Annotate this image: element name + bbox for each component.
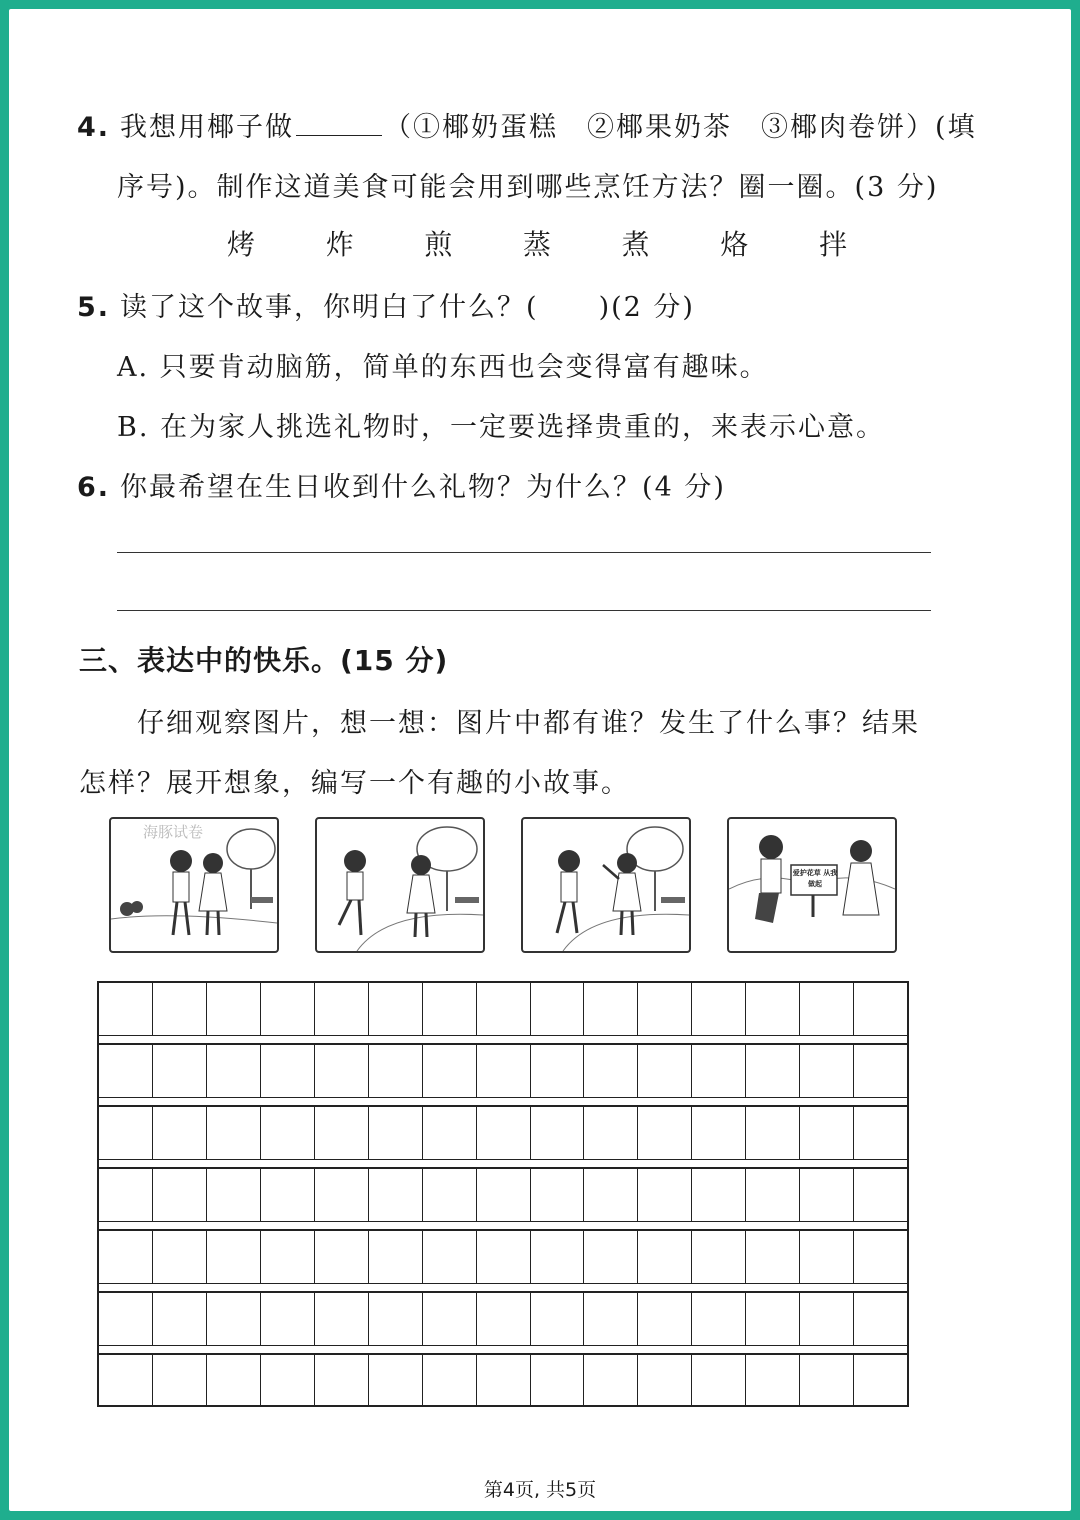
grid-cell[interactable] bbox=[369, 1293, 423, 1345]
grid-cell[interactable] bbox=[800, 1355, 854, 1405]
grid-cell[interactable] bbox=[315, 1107, 369, 1159]
grid-cell[interactable] bbox=[315, 1045, 369, 1097]
grid-cell[interactable] bbox=[638, 1107, 692, 1159]
grid-cell[interactable] bbox=[531, 1169, 585, 1221]
grid-cell[interactable] bbox=[692, 1107, 746, 1159]
method-option[interactable]: 煮 bbox=[621, 228, 650, 261]
grid-row bbox=[97, 981, 909, 1035]
grid-cell[interactable] bbox=[531, 1045, 585, 1097]
grid-cell[interactable] bbox=[153, 1045, 207, 1097]
grid-cell[interactable] bbox=[369, 1045, 423, 1097]
grid-cell[interactable] bbox=[261, 1169, 315, 1221]
grid-cell[interactable] bbox=[477, 1355, 531, 1405]
grid-row-gap bbox=[97, 1221, 909, 1229]
grid-cell[interactable] bbox=[207, 1231, 261, 1283]
grid-cell[interactable] bbox=[423, 1107, 477, 1159]
method-option[interactable]: 烤 bbox=[227, 228, 256, 261]
method-option[interactable]: 炸 bbox=[325, 228, 354, 261]
q5-option-b: B. 在为家人挑选礼物时，一定要选择贵重的，来表示心意。 bbox=[117, 412, 886, 443]
grid-row bbox=[97, 1043, 909, 1097]
grid-cell[interactable] bbox=[638, 1293, 692, 1345]
method-option[interactable]: 煎 bbox=[424, 228, 453, 261]
q5-question bbox=[77, 285, 695, 324]
grid-cell[interactable] bbox=[531, 1231, 585, 1283]
q6-answer-line-1[interactable] bbox=[117, 552, 931, 553]
method-option[interactable]: 蒸 bbox=[522, 228, 551, 261]
grid-cell[interactable] bbox=[99, 1231, 153, 1283]
grid-cell[interactable] bbox=[99, 1169, 153, 1221]
grid-cell[interactable] bbox=[800, 1293, 854, 1345]
q5-text-a: 读了这个故事，你明白了什么？( bbox=[120, 292, 539, 323]
grid-row-gap bbox=[97, 1035, 909, 1043]
sign-text: 爱护花草 从我做起 bbox=[792, 869, 838, 888]
grid-cell[interactable] bbox=[477, 1231, 531, 1283]
grid-cell[interactable] bbox=[369, 983, 423, 1035]
grid-row-gap bbox=[97, 1345, 909, 1353]
grid-cell[interactable] bbox=[369, 1231, 423, 1283]
grid-cell[interactable] bbox=[800, 1231, 854, 1283]
grid-cell[interactable] bbox=[423, 1169, 477, 1221]
grid-cell[interactable] bbox=[207, 1293, 261, 1345]
grid-cell[interactable] bbox=[584, 1107, 638, 1159]
q4-line2: 序号)。制作这道美食可能会用到哪些烹饪方法？圈一圈。(3 分) bbox=[117, 172, 939, 203]
q4-answer-blank[interactable] bbox=[296, 111, 382, 136]
grid-cell[interactable] bbox=[584, 1169, 638, 1221]
grid-cell[interactable] bbox=[477, 1293, 531, 1345]
grid-cell[interactable] bbox=[584, 1231, 638, 1283]
grid-cell[interactable] bbox=[584, 983, 638, 1035]
grid-cell[interactable] bbox=[692, 983, 746, 1035]
grid-row-gap bbox=[97, 1097, 909, 1105]
boy-kicking-flowers-illustration bbox=[317, 819, 483, 951]
q6-answer-line-2[interactable] bbox=[117, 610, 931, 611]
grid-cell[interactable] bbox=[369, 1355, 423, 1405]
watermark-text: 海豚试卷 bbox=[143, 823, 204, 841]
grid-cell[interactable] bbox=[800, 1045, 854, 1097]
grid-cell[interactable] bbox=[477, 1107, 531, 1159]
grid-cell[interactable] bbox=[99, 1107, 153, 1159]
section-prompt-line2: 怎样？展开想象，编写一个有趣的小故事。 bbox=[79, 768, 630, 799]
grid-row bbox=[97, 1353, 909, 1407]
method-option[interactable]: 烙 bbox=[720, 228, 749, 261]
grid-cell[interactable] bbox=[854, 1293, 907, 1345]
section-title: 三、表达中的快乐。(15 分) bbox=[79, 644, 449, 677]
grid-cell[interactable] bbox=[746, 1355, 800, 1405]
grid-cell[interactable] bbox=[746, 1169, 800, 1221]
grid-cell[interactable] bbox=[207, 1355, 261, 1405]
grid-cell[interactable] bbox=[423, 1355, 477, 1405]
q6-number: 6. bbox=[77, 472, 111, 503]
grid-cell[interactable] bbox=[531, 1355, 585, 1405]
q4-text-a: 我想用椰子做 bbox=[120, 112, 295, 143]
grid-row bbox=[97, 1105, 909, 1159]
method-option[interactable]: 拌 bbox=[818, 228, 847, 261]
grid-cell[interactable] bbox=[854, 1107, 907, 1159]
grid-cell[interactable] bbox=[800, 1107, 854, 1159]
grid-cell[interactable] bbox=[315, 983, 369, 1035]
grid-cell[interactable] bbox=[477, 1169, 531, 1221]
picture-2 bbox=[315, 817, 485, 953]
grid-cell[interactable] bbox=[854, 1355, 907, 1405]
grid-cell[interactable] bbox=[746, 1107, 800, 1159]
grid-cell[interactable] bbox=[207, 983, 261, 1035]
grid-cell[interactable] bbox=[315, 1293, 369, 1345]
grid-cell[interactable] bbox=[477, 1045, 531, 1097]
grid-cell[interactable] bbox=[638, 1355, 692, 1405]
grid-cell[interactable] bbox=[207, 1045, 261, 1097]
grid-cell[interactable] bbox=[423, 1045, 477, 1097]
q4-number: 4. bbox=[77, 112, 111, 143]
grid-row-gap bbox=[97, 1283, 909, 1291]
grid-cell[interactable] bbox=[423, 983, 477, 1035]
grid-cell[interactable] bbox=[531, 1107, 585, 1159]
grid-cell[interactable] bbox=[99, 1045, 153, 1097]
q4-line1 bbox=[77, 105, 977, 144]
picture-1 bbox=[109, 817, 279, 953]
grid-cell[interactable] bbox=[153, 1107, 207, 1159]
grid-cell[interactable] bbox=[477, 983, 531, 1035]
grid-cell[interactable] bbox=[423, 1293, 477, 1345]
grid-cell[interactable] bbox=[315, 1231, 369, 1283]
q5-number: 5. bbox=[77, 292, 111, 323]
grid-cell[interactable] bbox=[746, 1293, 800, 1345]
q4-text-b: （①椰奶蛋糕 ②椰果奶茶 ③椰肉卷饼）(填 bbox=[384, 112, 977, 143]
cooking-methods bbox=[227, 223, 847, 263]
grid-cell[interactable] bbox=[584, 1045, 638, 1097]
grid-cell[interactable] bbox=[638, 983, 692, 1035]
picture-3 bbox=[521, 817, 691, 953]
page-number: 第4页, 共5页 bbox=[483, 1479, 597, 1501]
q5-text-b: )(2 分) bbox=[598, 292, 695, 323]
grid-cell[interactable] bbox=[207, 1107, 261, 1159]
q6-question bbox=[77, 465, 726, 504]
grid-row bbox=[97, 1291, 909, 1345]
grid-cell[interactable] bbox=[854, 1231, 907, 1283]
q5-option-a: A. 只要肯动脑筋，简单的东西也会变得富有趣味。 bbox=[117, 352, 769, 383]
grid-cell[interactable] bbox=[261, 983, 315, 1035]
grid-cell[interactable] bbox=[315, 1169, 369, 1221]
grid-cell[interactable] bbox=[261, 1355, 315, 1405]
section-prompt-line1: 仔细观察图片，想一想：图片中都有谁？发生了什么事？结果 bbox=[137, 708, 920, 739]
grid-cell[interactable] bbox=[746, 1231, 800, 1283]
grid-cell[interactable] bbox=[423, 1231, 477, 1283]
grid-cell[interactable] bbox=[800, 1169, 854, 1221]
grid-cell[interactable] bbox=[99, 983, 153, 1035]
writing-grid bbox=[97, 981, 909, 1407]
grid-cell[interactable] bbox=[99, 1355, 153, 1405]
girl-pointing-illustration bbox=[523, 819, 689, 951]
grid-cell[interactable] bbox=[153, 1169, 207, 1221]
grid-row-gap bbox=[97, 1159, 909, 1167]
grid-cell[interactable] bbox=[261, 1045, 315, 1097]
picture-sequence bbox=[109, 817, 897, 953]
grid-cell[interactable] bbox=[153, 1355, 207, 1405]
worksheet-page bbox=[9, 9, 1071, 1511]
grid-cell[interactable] bbox=[854, 1169, 907, 1221]
grid-cell[interactable] bbox=[261, 1293, 315, 1345]
grid-cell[interactable] bbox=[638, 1231, 692, 1283]
grid-cell[interactable] bbox=[746, 1045, 800, 1097]
grid-cell[interactable] bbox=[638, 1169, 692, 1221]
grid-row bbox=[97, 1167, 909, 1221]
grid-cell[interactable] bbox=[692, 1293, 746, 1345]
grid-cell[interactable] bbox=[854, 1045, 907, 1097]
grid-cell[interactable] bbox=[315, 1355, 369, 1405]
grid-cell[interactable] bbox=[153, 1231, 207, 1283]
grid-cell[interactable] bbox=[584, 1293, 638, 1345]
grid-row bbox=[97, 1229, 909, 1283]
grid-cell[interactable] bbox=[99, 1293, 153, 1345]
picture-4 bbox=[727, 817, 897, 953]
q6-text: 你最希望在生日收到什么礼物？为什么？(4 分) bbox=[120, 472, 726, 503]
grid-cell[interactable] bbox=[692, 1355, 746, 1405]
grid-cell[interactable] bbox=[369, 1169, 423, 1221]
grid-cell[interactable] bbox=[638, 1045, 692, 1097]
grid-cell[interactable] bbox=[153, 983, 207, 1035]
grid-cell[interactable] bbox=[854, 983, 907, 1035]
grid-cell[interactable] bbox=[746, 983, 800, 1035]
grid-cell[interactable] bbox=[207, 1169, 261, 1221]
grid-cell[interactable] bbox=[261, 1107, 315, 1159]
grid-cell[interactable] bbox=[153, 1293, 207, 1345]
grid-cell[interactable] bbox=[692, 1045, 746, 1097]
grid-cell[interactable] bbox=[261, 1231, 315, 1283]
grid-cell[interactable] bbox=[531, 1293, 585, 1345]
grid-cell[interactable] bbox=[369, 1107, 423, 1159]
grid-cell[interactable] bbox=[800, 983, 854, 1035]
grid-cell[interactable] bbox=[531, 983, 585, 1035]
grid-cell[interactable] bbox=[692, 1231, 746, 1283]
grid-cell[interactable] bbox=[692, 1169, 746, 1221]
grid-cell[interactable] bbox=[584, 1355, 638, 1405]
